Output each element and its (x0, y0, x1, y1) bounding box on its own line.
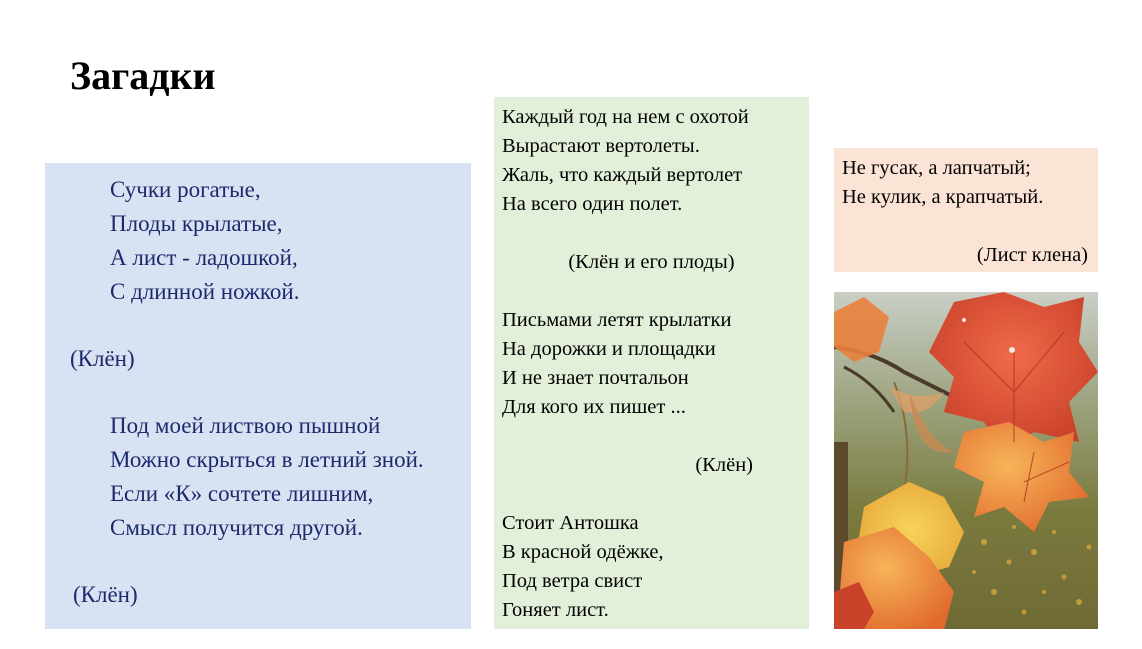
riddle-line: Каждый год на нем с охотой (502, 106, 749, 128)
maple-leaves-image (834, 292, 1098, 629)
riddle-line: В красной одёжке, (502, 541, 664, 563)
riddle-answer: (Клён) (73, 582, 138, 607)
riddle-line: Гоняет лист. (502, 599, 609, 621)
riddle-answer: (Клён) (70, 346, 135, 371)
riddle-answer: (Лист клена) (976, 244, 1088, 266)
riddle-line: Жаль, что каждый вертолет (502, 164, 743, 186)
riddle-line: Если «К» сочтете лишним, (110, 481, 374, 506)
riddle-line: Сучки рогатые, (110, 177, 261, 202)
riddle-line: Под ветра свист (502, 570, 643, 592)
riddles-right-panel (834, 148, 1098, 272)
riddle-line: Плоды крылатые, (110, 211, 283, 236)
riddle-line: Под моей листвою пышной (110, 413, 381, 438)
riddle-answer: (Клён и его плоды) (568, 251, 735, 273)
riddle-line: С длинной ножкой. (110, 279, 300, 304)
riddles-middle-panel (494, 97, 809, 629)
riddle-line: А лист - ладошкой, (110, 245, 298, 270)
riddle-line: На дорожки и площадки (502, 338, 716, 360)
riddle-line: Можно скрыться в летний зной. (110, 447, 424, 472)
riddles-left-panel (45, 163, 471, 629)
riddle-line: Не гусак, а лапчатый; (842, 157, 1031, 179)
maple-leaves-photo (834, 292, 1098, 629)
riddle-line: И не знает почтальон (502, 367, 689, 389)
riddle-line: Письмами летят крылатки (502, 309, 732, 331)
riddle-line: Стоит Антошка (502, 512, 639, 534)
page-title: Загадки (70, 53, 216, 98)
riddle-line: Для кого их пишет ... (502, 396, 686, 418)
riddle-line: Не кулик, а крапчатый. (842, 186, 1044, 208)
riddle-line: На всего один полет. (502, 193, 683, 215)
riddle-answer: (Клён) (695, 454, 753, 476)
riddle-line: Смысл получится другой. (110, 515, 363, 540)
riddle-line: Вырастают вертолеты. (502, 135, 700, 157)
